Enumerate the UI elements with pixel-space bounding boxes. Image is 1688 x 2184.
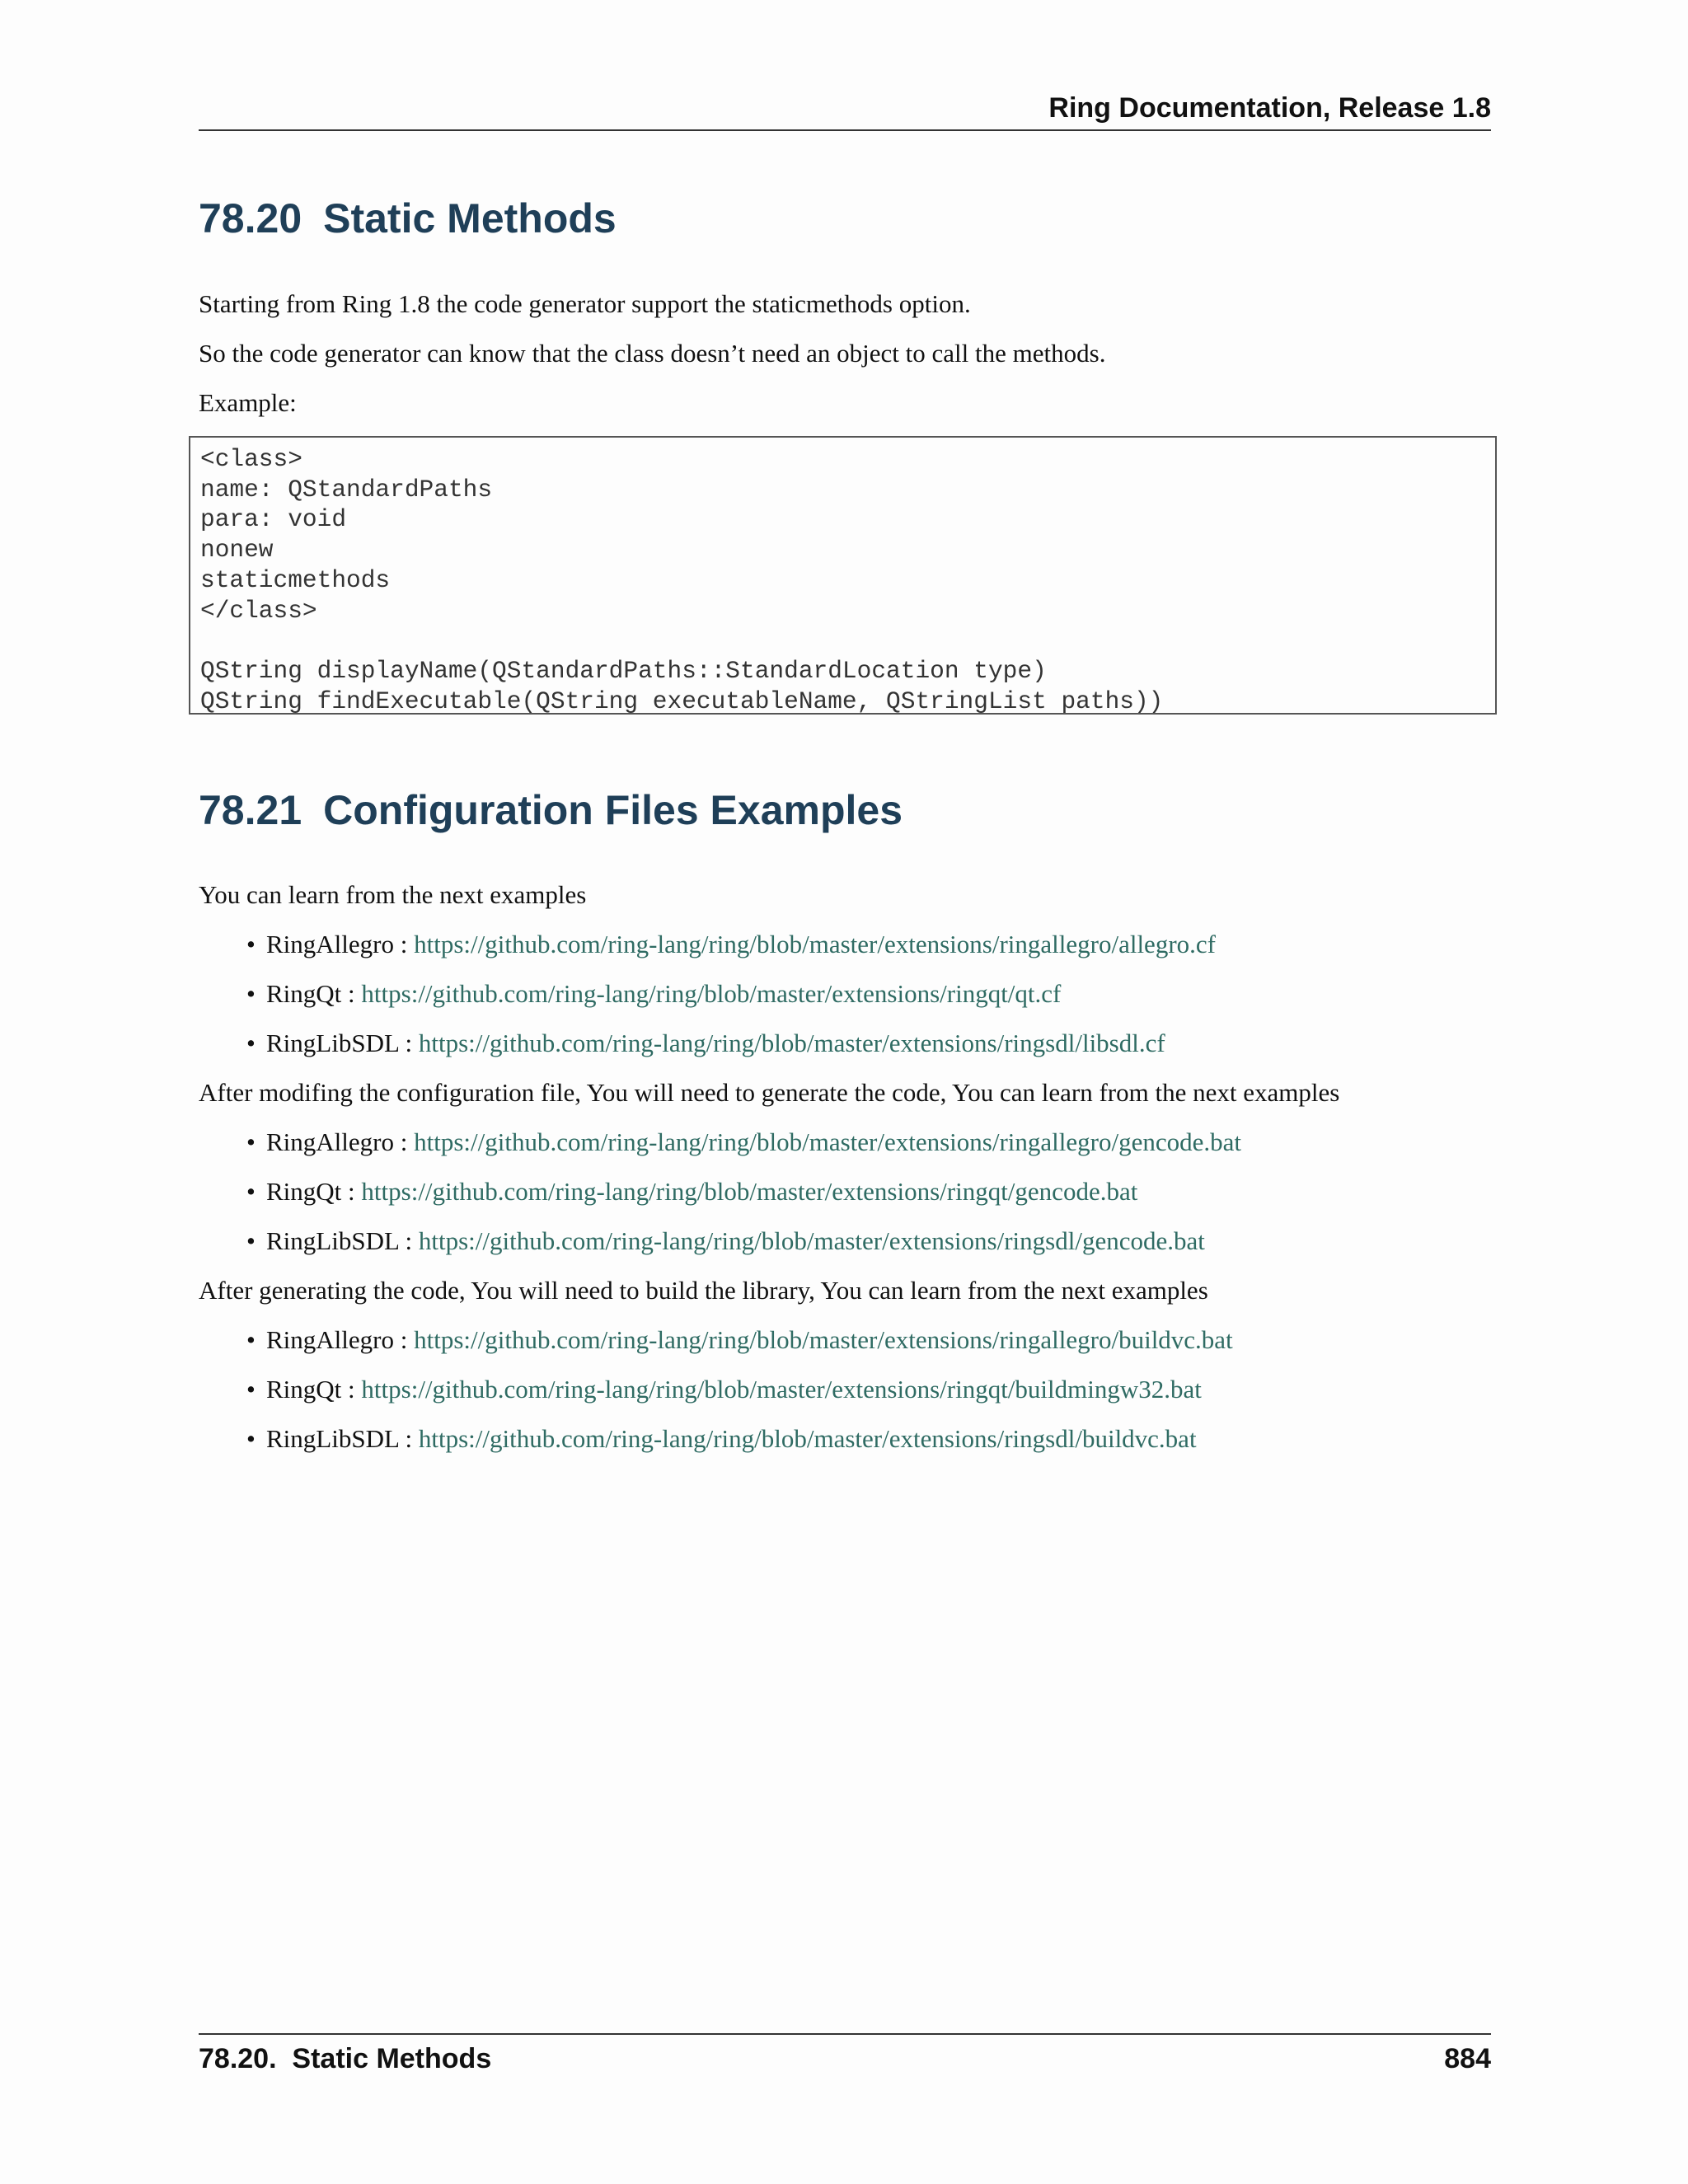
- bullet-icon: •: [246, 1029, 256, 1057]
- bullet-icon: •: [246, 1424, 256, 1453]
- bullet-icon: •: [246, 1325, 256, 1354]
- list-item: • RingLibSDL : https://github.com/ring-lang/ring/blob/master/extensions/ringsdl/libsdl.cf: [246, 1027, 1165, 1060]
- list-item: • RingAllegro : https://github.com/ring-lang/ring/blob/master/extensions/ringallegro/gencode.bat: [246, 1126, 1241, 1159]
- bullet-icon: •: [246, 1375, 256, 1404]
- list-item-label: RingQt: [266, 979, 342, 1008]
- bullet-icon: •: [246, 1127, 256, 1156]
- link[interactable]: https://github.com/ring-lang/ring/blob/master/extensions/ringqt/qt.cf: [361, 979, 1062, 1008]
- link[interactable]: https://github.com/ring-lang/ring/blob/master/extensions/ringallegro/allegro.cf: [414, 930, 1216, 958]
- section-heading-configuration-files: [199, 786, 903, 834]
- list-item-label: RingAllegro: [266, 1325, 394, 1354]
- paragraph: Example:: [199, 388, 297, 417]
- list-item-label: RingAllegro: [266, 1127, 394, 1156]
- section-number: 78.20: [199, 195, 302, 241]
- list-item-label: RingQt: [266, 1177, 342, 1206]
- code-text: <class> name: QStandardPaths para: void nonew staticmethods </class> QString displayName(QStandardPaths::StandardLocation type) QString findExecutable(QString executableName, QStringList paths)): [200, 445, 1164, 715]
- bullet-icon: •: [246, 1226, 256, 1255]
- link[interactable]: https://github.com/ring-lang/ring/blob/master/extensions/ringqt/gencode.bat: [361, 1177, 1138, 1206]
- list-item-label: RingAllegro: [266, 930, 394, 958]
- header-rule: [199, 129, 1491, 131]
- footer-section-title: 78.20. Static Methods: [199, 2043, 492, 2074]
- section-title: Static Methods: [323, 195, 617, 241]
- link[interactable]: https://github.com/ring-lang/ring/blob/master/extensions/ringsdl/gencode.bat: [418, 1226, 1205, 1255]
- list-item: • RingLibSDL : https://github.com/ring-lang/ring/blob/master/extensions/ringsdl/buildvc.bat: [246, 1422, 1197, 1455]
- list-item: • RingLibSDL : https://github.com/ring-lang/ring/blob/master/extensions/ringsdl/gencode.bat: [246, 1225, 1205, 1258]
- bullet-icon: •: [246, 979, 256, 1008]
- section-number: 78.21: [199, 787, 302, 833]
- section-title: Configuration Files Examples: [323, 787, 903, 833]
- list-item: • RingQt : https://github.com/ring-lang/ring/blob/master/extensions/ringqt/qt.cf: [246, 977, 1061, 1010]
- footer-rule: [199, 2033, 1491, 2035]
- paragraph: Starting from Ring 1.8 the code generator support the staticmethods option.: [199, 289, 971, 318]
- paragraph: After modifing the configuration file, You will need to generate the code, You can learn from the next examples: [199, 1078, 1340, 1107]
- running-header: Ring Documentation, Release 1.8: [1048, 92, 1491, 124]
- list-item-label: RingLibSDL: [266, 1029, 399, 1057]
- list-item: • RingQt : https://github.com/ring-lang/ring/blob/master/extensions/ringqt/gencode.bat: [246, 1175, 1137, 1208]
- bullet-icon: •: [246, 1177, 256, 1206]
- link[interactable]: https://github.com/ring-lang/ring/blob/master/extensions/ringallegro/buildvc.bat: [414, 1325, 1233, 1354]
- list-item-label: RingLibSDL: [266, 1226, 399, 1255]
- link[interactable]: https://github.com/ring-lang/ring/blob/master/extensions/ringsdl/buildvc.bat: [418, 1424, 1197, 1453]
- list-item: • RingQt : https://github.com/ring-lang/ring/blob/master/extensions/ringqt/buildmingw32.bat: [246, 1373, 1202, 1406]
- paragraph: After generating the code, You will need to build the library, You can learn from the next examples: [199, 1276, 1208, 1305]
- bullet-icon: •: [246, 930, 256, 958]
- page-number: 884: [1444, 2043, 1491, 2074]
- list-item: • RingAllegro : https://github.com/ring-lang/ring/blob/master/extensions/ringallegro/allegro.cf: [246, 928, 1216, 961]
- paragraph: You can learn from the next examples: [199, 880, 587, 909]
- paragraph: So the code generator can know that the class doesn’t need an object to call the methods.: [199, 339, 1106, 368]
- list-item: • RingAllegro : https://github.com/ring-lang/ring/blob/master/extensions/ringallegro/buildvc.bat: [246, 1324, 1233, 1357]
- list-item-label: RingQt: [266, 1375, 342, 1404]
- link[interactable]: https://github.com/ring-lang/ring/blob/master/extensions/ringqt/buildmingw32.bat: [361, 1375, 1202, 1404]
- link[interactable]: https://github.com/ring-lang/ring/blob/master/extensions/ringallegro/gencode.bat: [414, 1127, 1241, 1156]
- link[interactable]: https://github.com/ring-lang/ring/blob/master/extensions/ringsdl/libsdl.cf: [418, 1029, 1165, 1057]
- list-item-label: RingLibSDL: [266, 1424, 399, 1453]
- section-heading-static-methods: [199, 194, 617, 242]
- code-block: [189, 436, 1497, 715]
